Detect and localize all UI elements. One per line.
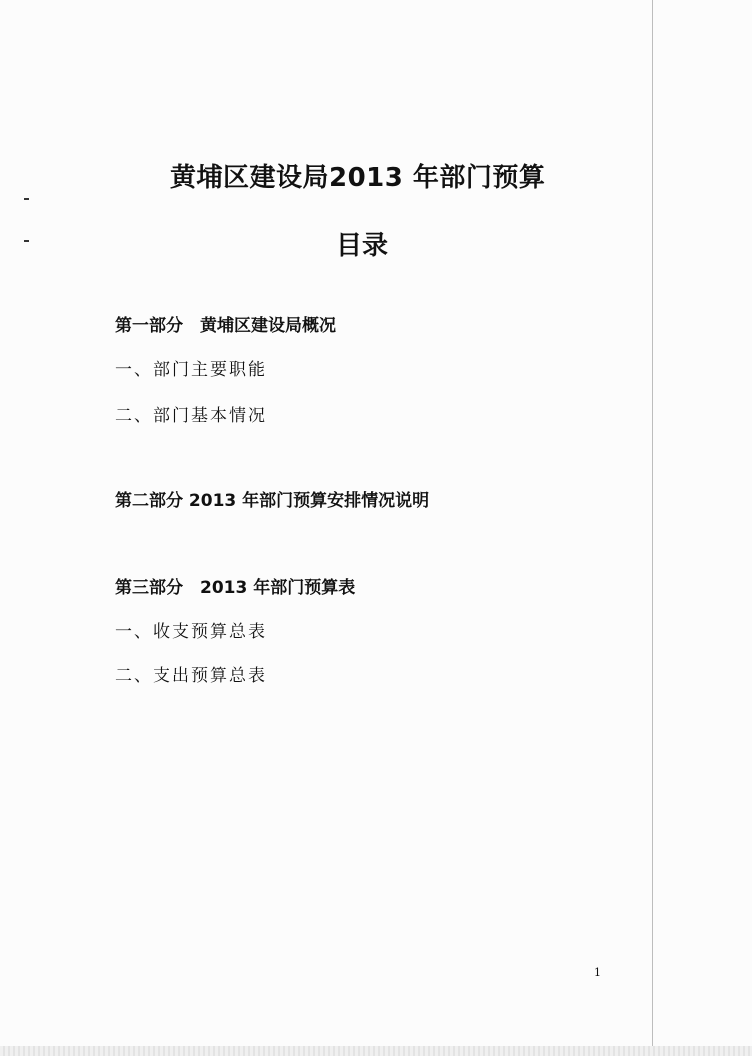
page-edge-line [652,0,653,1056]
section-heading-part-2: 第二部分 2013 年部门预算安排情况说明 [115,491,430,511]
toc-heading: 目录 [336,231,389,261]
section-heading-part-3: 第三部分 2013 年部门预算表 [115,578,356,598]
scan-bottom-edge [0,1046,752,1056]
toc-item-expenditure-table: 二、支出预算总表 [115,666,267,686]
scan-mark [24,198,29,200]
toc-item-income-expense-table: 一、收支预算总表 [115,622,267,642]
toc-item-basic-situation: 二、部门基本情况 [115,406,267,426]
scan-mark [24,240,29,242]
page-number: 1 [594,966,601,979]
section-heading-part-1: 第一部分 黄埔区建设局概况 [115,316,336,336]
toc-item-main-functions: 一、部门主要职能 [115,360,267,380]
document-title: 黄埔区建设局2013 年部门预算 [170,163,546,193]
